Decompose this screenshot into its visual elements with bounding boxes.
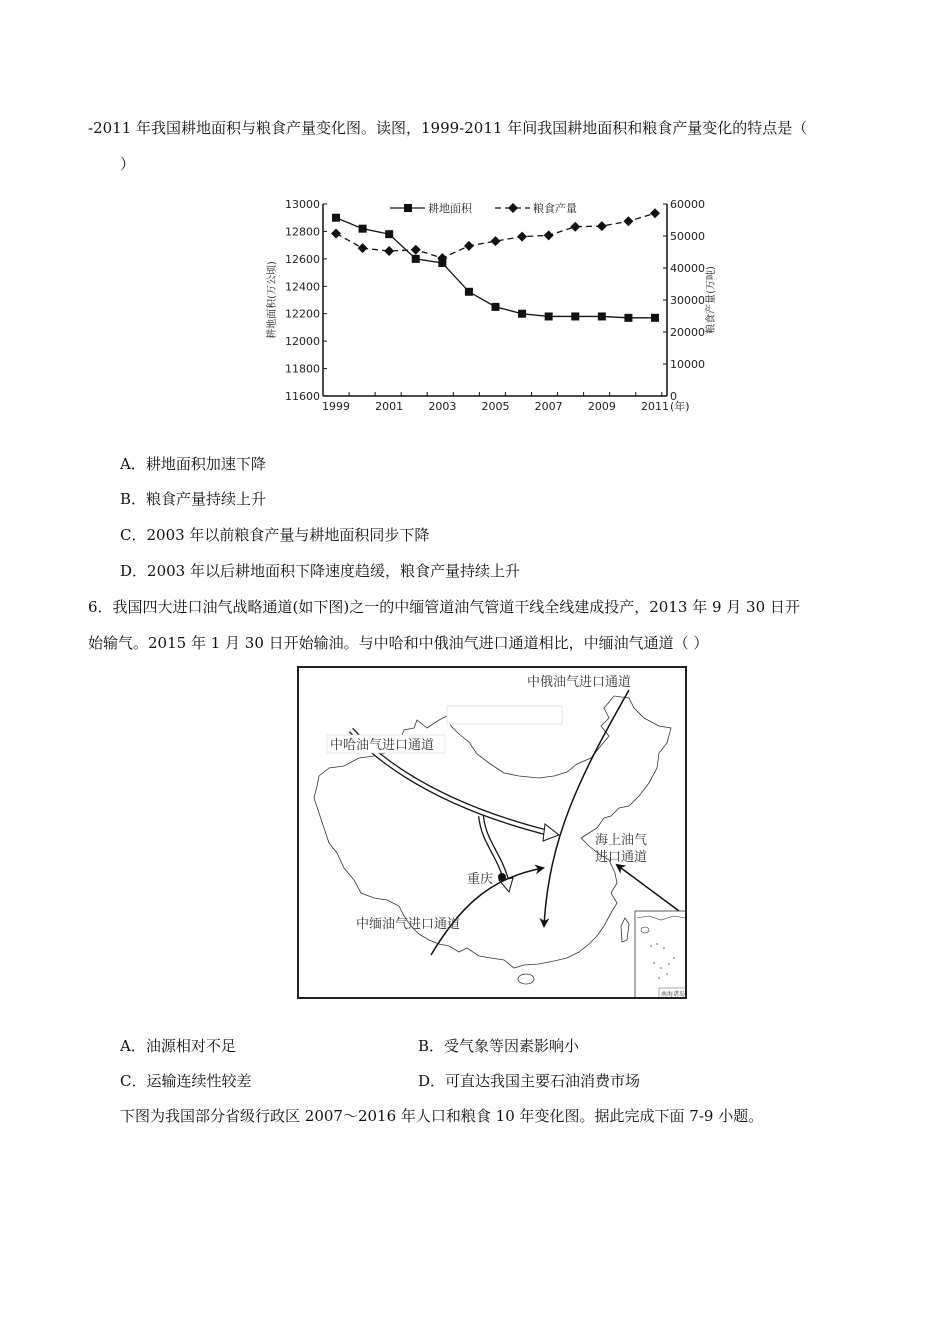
svg-text:耕地面积(万公顷): 耕地面积(万公顷)	[267, 261, 278, 339]
question-6-stem: 6．我国四大进口油气战略通道(如下图)之一的中缅管道油气管道干线全线建成投产，2013 年 9 月 30 日开	[88, 598, 800, 616]
label-maritime-1: 海上油气	[595, 833, 648, 848]
svg-text:50000: 50000	[670, 230, 705, 243]
svg-text:(年): (年)	[670, 400, 690, 413]
q5-option-b[interactable]: B．粮食产量持续上升	[120, 490, 267, 508]
question-6-stem-line2: 始输气。2015 年 1 月 30 日开始输油。与中哈和中俄油气进口通道相比，中缅油气通道（ ）	[88, 634, 709, 652]
q5-option-c[interactable]: C．2003 年以前粮食产量与耕地面积同步下降	[120, 526, 430, 544]
svg-text:耕地面积: 耕地面积	[428, 202, 472, 215]
svg-text:12600: 12600	[285, 252, 320, 266]
svg-text:2007: 2007	[534, 400, 563, 413]
south-china-sea-inset	[635, 911, 685, 997]
svg-text:10000: 10000	[670, 358, 705, 371]
svg-text:粮食产量: 粮食产量	[533, 202, 577, 215]
q5-option-a[interactable]: A．耕地面积加速下降	[120, 455, 266, 473]
label-china-kazakhstan: 中哈油气进口通道	[330, 738, 435, 753]
svg-text:11800: 11800	[285, 362, 320, 376]
svg-text:2011: 2011	[641, 400, 669, 413]
svg-text:60000: 60000	[670, 198, 705, 211]
oil-gas-corridor-map	[297, 666, 687, 999]
label-chongqing: 重庆	[467, 872, 494, 887]
question-5-stem: -2011 年我国耕地面积与粮食产量变化图。读图，1999-2011 年间我国耕地面积和粮食产量变化的特点是（	[88, 119, 808, 137]
svg-text:20000: 20000	[670, 326, 705, 339]
label-maritime-2: 进口通道	[595, 850, 648, 865]
svg-text:30000: 30000	[670, 294, 705, 307]
svg-text:2005: 2005	[481, 400, 510, 413]
svg-text:粮食产量(万吨): 粮食产量(万吨)	[706, 266, 717, 334]
svg-text:2001: 2001	[375, 400, 404, 413]
q6-option-a[interactable]: A．油源相对不足	[120, 1037, 236, 1055]
inset-label: 南海诸岛	[661, 991, 685, 997]
svg-text:13000: 13000	[285, 198, 320, 211]
question-5-stem-closing: ）	[120, 155, 136, 173]
svg-text:12800: 12800	[285, 225, 320, 239]
chongqing-dot	[498, 873, 506, 881]
svg-text:0: 0	[670, 390, 677, 403]
chart-legend	[390, 201, 577, 215]
land-grain-chart	[255, 193, 725, 423]
chart-axes	[265, 198, 717, 413]
svg-text:1999: 1999	[322, 400, 350, 413]
svg-text:2009: 2009	[587, 400, 616, 413]
series-grain-output	[331, 208, 660, 263]
svg-text:12200: 12200	[285, 307, 320, 321]
svg-text:12000: 12000	[285, 335, 320, 349]
svg-text:2003: 2003	[428, 400, 457, 413]
svg-text:40000: 40000	[670, 262, 705, 275]
taiwan-island	[621, 918, 629, 942]
maritime-route	[617, 865, 679, 911]
questions-7-9-intro: 下图为我国部分省级行政区 2007～2016 年人口和粮食 10 年变化图。据此完成下面 7-9 小题。	[120, 1107, 764, 1125]
china-russia-route	[544, 690, 629, 926]
series-cultivated-land	[332, 214, 659, 322]
svg-text:11600: 11600	[285, 390, 320, 403]
hainan-island	[518, 974, 534, 984]
q6-option-c[interactable]: C．运输连续性较差	[120, 1072, 252, 1090]
label-china-myanmar: 中缅油气进口通道	[356, 917, 461, 932]
q6-option-b[interactable]: B．受气象等因素影响小	[418, 1037, 580, 1055]
svg-text:12400: 12400	[285, 280, 320, 294]
label-china-russia: 中俄油气进口通道	[527, 675, 632, 690]
q5-option-d[interactable]: D．2003 年以后耕地面积下降速度趋缓，粮食产量持续上升	[120, 562, 520, 580]
q6-option-d[interactable]: D．可直达我国主要石油消费市场	[418, 1072, 641, 1090]
